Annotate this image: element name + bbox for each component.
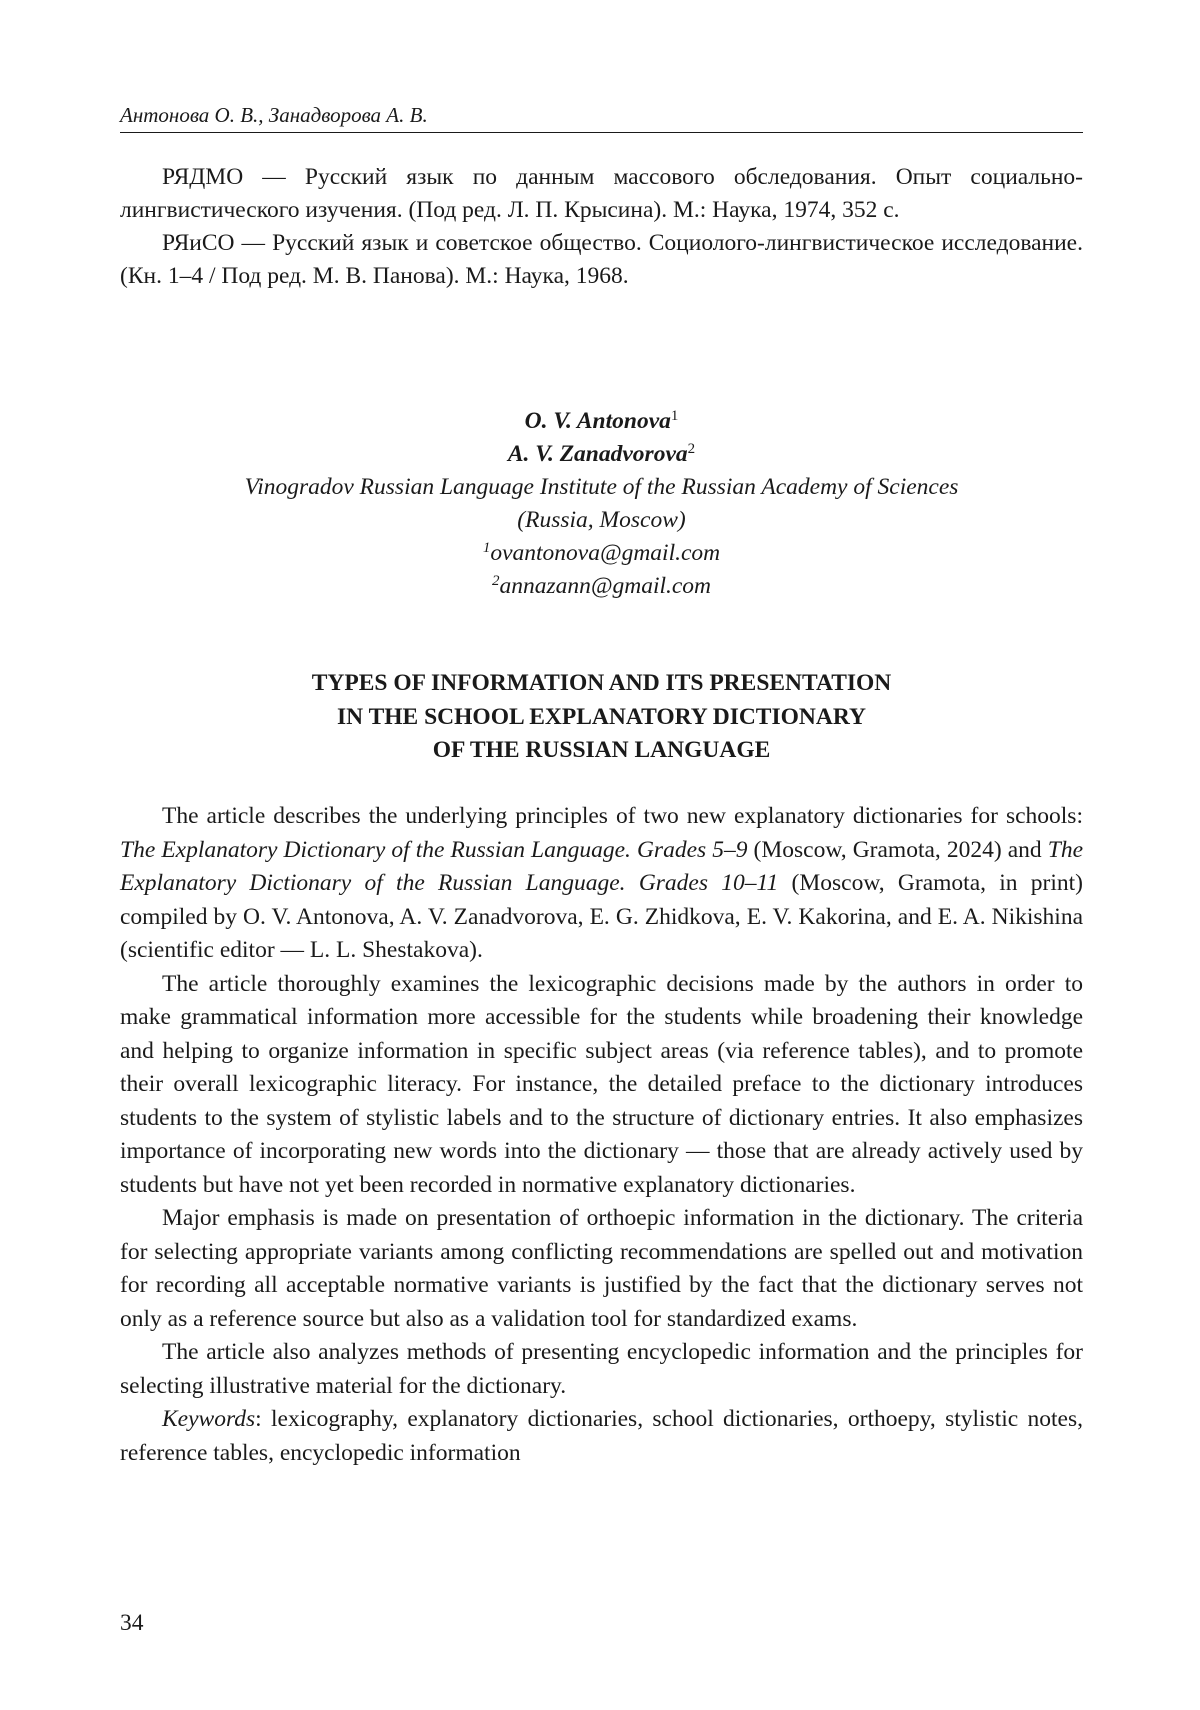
author-2-name: A. V. Zanadvorova [507,441,688,467]
email-2-marker: 2 [491,573,500,589]
affiliation-location: (Russia, Moscow) [517,507,686,533]
keywords-list: : lexicography, explanatory dictionaries, school dictionaries, orthoepy, stylistic notes, reference tables, encyclopedic information [120,1406,1083,1466]
author-2-marker: 2 [687,441,696,457]
affiliation: Vinogradov Russian Language Institute of the Russian Academy of Sciences [244,474,959,500]
email-1-address[interactable]: ovantonova@gmail.com [490,540,721,566]
email-1 [120,537,1083,570]
dictionary-title-2: The Explanatory Dictionary of the Russian Language. Grades 10–11 [120,836,1083,896]
abstract-paragraph: The article thoroughly examines the lexicographic decisions made by the authors in order to make grammatical information more accessible for the students while broadening their knowledge and helping to organize information in specific subject areas (via reference tables), and to promote their overall lexicographic literacy. For instance, the detailed preface to the dictionary introduces students to the system of stylistic labels and to the structure of dictionary entries. It also emphasizes importance of incorporating new words into the dictionary — those that are already actively used by students but have not yet been recorded in normative explanatory dictionaries. [120,970,1083,1198]
title-line: IN THE SCHOOL EXPLANATORY DICTIONARY [337,703,866,730]
author-1-name: O. V. Antonova [524,408,671,434]
title-line: TYPES OF INFORMATION AND ITS PRESENTATION [311,670,892,696]
reference-item: РЯДМО — Русский язык по данным массового обследования. Опыт социально-лингвистического изучения. (Под ред. Л. П. Крысина). М.: Наука, 1974, 352 с. [120,164,1083,223]
abstract-paragraph: The article also analyzes methods of presenting encyclopedic information and the principles for selecting illustrative material for the dictionary. [120,1339,1083,1399]
author-block [120,405,1083,603]
email-1-marker: 1 [482,540,491,556]
reference-item: РЯиСО — Русский язык и советское общество. Социолого-лингвистическое исследование. (Кн. 1–4 / Под ред. М. В. Панова). М.: Наука, 1968. [120,230,1083,289]
author-name [120,438,1083,471]
article-title [120,667,1083,768]
abstract-text: (Moscow, Gramota, in print) compiled by O. V. Antonova, A. V. Zanadvorova, E. G. Zhidkova, E. V. Kakorina, and E. A. Nikishina (scientific editor — L. L. Shestakova). [120,870,1084,963]
header-divider [120,132,1083,133]
abstract-text: The article describes the underlying principles of two new explanatory dictionaries for schools: [162,803,1083,829]
title-line: OF THE RUSSIAN LANGUAGE [432,737,771,763]
abstract-text: (Moscow, Gramota, 2024) and [747,836,1048,863]
keywords-label: Keywords [162,1406,256,1432]
email-2-address[interactable]: annazann@gmail.com [499,573,712,599]
abstract [120,800,1083,1470]
email-2 [120,570,1083,603]
keywords [120,1403,1083,1470]
dictionary-title-1: The Explanatory Dictionary of the Russian Language. Grades 5–9 [120,836,748,863]
author-1-marker: 1 [670,408,679,424]
author-name [120,405,1083,438]
abstract-paragraph [120,800,1083,968]
abstract-paragraph: Major emphasis is made on presentation of orthoepic information in the dictionary. The criteria for selecting appropriate variants among conflicting recommendations are spelled out and motivation for recording all acceptable normative variants is justified by the fact that the dictionary serves not only as a reference source but also as a validation tool for standardized exams. [120,1205,1083,1332]
references-list [120,161,1083,293]
page-number: 34 [120,1610,144,1636]
running-head: Антонова О. В., Занадворова А. В. [120,103,428,127]
